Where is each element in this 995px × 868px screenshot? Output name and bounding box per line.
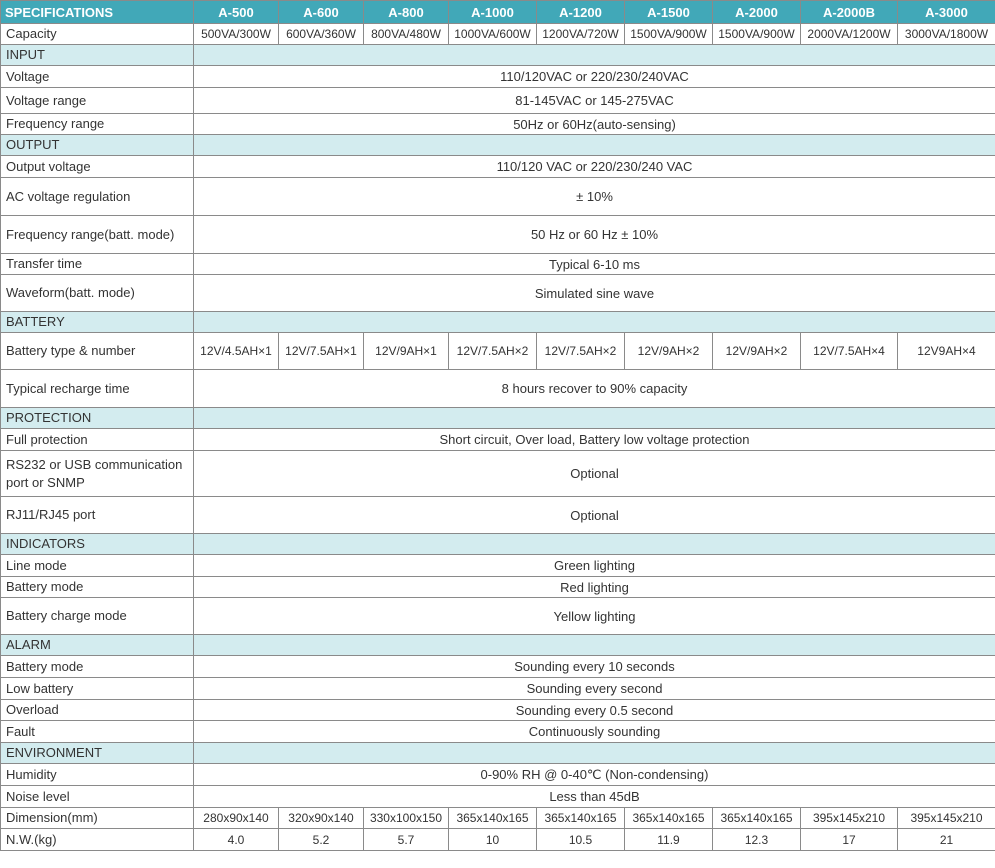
- spec-row: [1, 370, 995, 408]
- section-row: [1, 534, 995, 555]
- spec-row: [1, 829, 995, 851]
- model-header: A-600: [279, 1, 364, 24]
- model-value: 12V/9AH×1: [364, 333, 449, 370]
- section-heading: ENVIRONMENT: [1, 743, 194, 764]
- model-header: A-500: [194, 1, 279, 24]
- header-row: [1, 1, 995, 24]
- model-value: 800VA/480W: [364, 24, 449, 45]
- section-row: [1, 743, 995, 764]
- model-value: 12V/7.5AH×1: [279, 333, 364, 370]
- spec-row: [1, 66, 995, 88]
- model-value: 12.3: [713, 829, 801, 851]
- spec-row: [1, 451, 995, 497]
- section-fill: [194, 408, 995, 429]
- spec-row: [1, 598, 995, 635]
- spec-value: 110/120VAC or 220/230/240VAC: [194, 66, 995, 88]
- spec-value: Sounding every second: [194, 678, 995, 700]
- spec-row: [1, 656, 995, 678]
- spec-label: Capacity: [1, 24, 194, 45]
- section-row: [1, 135, 995, 156]
- spec-value: Optional: [194, 497, 995, 534]
- model-header: A-2000: [713, 1, 801, 24]
- spec-row: [1, 178, 995, 216]
- model-value: 1000VA/600W: [449, 24, 537, 45]
- section-heading: ALARM: [1, 635, 194, 656]
- spec-label: Transfer time: [1, 254, 194, 275]
- spec-label: Voltage range: [1, 88, 194, 114]
- model-value: 600VA/360W: [279, 24, 364, 45]
- section-row: [1, 45, 995, 66]
- section-heading: BATTERY: [1, 312, 194, 333]
- spec-label: Humidity: [1, 764, 194, 786]
- model-value: 12V9AH×4: [898, 333, 995, 370]
- section-heading: INDICATORS: [1, 534, 194, 555]
- section-row: [1, 635, 995, 656]
- spec-label: Line mode: [1, 555, 194, 577]
- model-value: 365x140x165: [713, 808, 801, 829]
- model-value: 10: [449, 829, 537, 851]
- spec-label: Fault: [1, 721, 194, 743]
- spec-row: [1, 114, 995, 135]
- section-fill: [194, 45, 995, 66]
- spec-label: Frequency range: [1, 114, 194, 135]
- spec-label: Output voltage: [1, 156, 194, 178]
- model-value: 395x145x210: [801, 808, 898, 829]
- section-heading: OUTPUT: [1, 135, 194, 156]
- spec-label: Battery mode: [1, 656, 194, 678]
- model-value: 395x145x210: [898, 808, 995, 829]
- model-value: 10.5: [537, 829, 625, 851]
- section-fill: [194, 135, 995, 156]
- section-heading: INPUT: [1, 45, 194, 66]
- model-value: 21: [898, 829, 995, 851]
- model-value: 12V/7.5AH×2: [449, 333, 537, 370]
- spec-row: [1, 577, 995, 598]
- model-value: 500VA/300W: [194, 24, 279, 45]
- specifications-heading: SPECIFICATIONS: [1, 1, 194, 24]
- spec-label: Battery mode: [1, 577, 194, 598]
- model-value: 1200VA/720W: [537, 24, 625, 45]
- model-header: A-1000: [449, 1, 537, 24]
- spec-row: [1, 700, 995, 721]
- spec-label: Overload: [1, 700, 194, 721]
- section-fill: [194, 743, 995, 764]
- spec-value: 81-145VAC or 145-275VAC: [194, 88, 995, 114]
- spec-row: [1, 808, 995, 829]
- spec-label: Frequency range(batt. mode): [1, 216, 194, 254]
- spec-row: [1, 156, 995, 178]
- spec-row: [1, 24, 995, 45]
- model-value: 2000VA/1200W: [801, 24, 898, 45]
- spec-label: Waveform(batt. mode): [1, 275, 194, 312]
- spec-label: Full protection: [1, 429, 194, 451]
- spec-value: 0-90% RH @ 0-40℃ (Non-condensing): [194, 764, 995, 786]
- model-value: 1500VA/900W: [625, 24, 713, 45]
- model-value: 12V/7.5AH×2: [537, 333, 625, 370]
- spec-label: Voltage: [1, 66, 194, 88]
- model-value: 365x140x165: [449, 808, 537, 829]
- spec-row: [1, 333, 995, 370]
- model-header: A-3000: [898, 1, 995, 24]
- spec-label: Battery charge mode: [1, 598, 194, 635]
- spec-value: Sounding every 0.5 second: [194, 700, 995, 721]
- model-value: 330x100x150: [364, 808, 449, 829]
- spec-value: Short circuit, Over load, Battery low voltage protection: [194, 429, 995, 451]
- spec-label: RJ11/RJ45 port: [1, 497, 194, 534]
- spec-label: Battery type & number: [1, 333, 194, 370]
- spec-value: Red lighting: [194, 577, 995, 598]
- model-header: A-800: [364, 1, 449, 24]
- model-value: 1500VA/900W: [713, 24, 801, 45]
- spec-row: [1, 764, 995, 786]
- spec-row: [1, 786, 995, 808]
- section-fill: [194, 534, 995, 555]
- spec-value: 8 hours recover to 90% capacity: [194, 370, 995, 408]
- model-header: A-2000B: [801, 1, 898, 24]
- spec-rows: [1, 24, 995, 851]
- spec-row: [1, 497, 995, 534]
- spec-value: 50 Hz or 60 Hz ± 10%: [194, 216, 995, 254]
- spec-value: Simulated sine wave: [194, 275, 995, 312]
- spec-label: N.W.(kg): [1, 829, 194, 851]
- model-header: A-1200: [537, 1, 625, 24]
- section-fill: [194, 635, 995, 656]
- spec-row: [1, 429, 995, 451]
- model-header: A-1500: [625, 1, 713, 24]
- spec-row: [1, 721, 995, 743]
- model-value: 11.9: [625, 829, 713, 851]
- spec-value: Sounding every 10 seconds: [194, 656, 995, 678]
- spec-row: [1, 88, 995, 114]
- spec-value: ± 10%: [194, 178, 995, 216]
- spec-row: [1, 254, 995, 275]
- spec-value: 110/120 VAC or 220/230/240 VAC: [194, 156, 995, 178]
- spec-label: Low battery: [1, 678, 194, 700]
- spec-row: [1, 216, 995, 254]
- spec-value: Green lighting: [194, 555, 995, 577]
- section-fill: [194, 312, 995, 333]
- model-value: 12V/7.5AH×4: [801, 333, 898, 370]
- spec-row: [1, 275, 995, 312]
- model-value: 365x140x165: [537, 808, 625, 829]
- spec-row: [1, 678, 995, 700]
- spec-label: RS232 or USB communication port or SNMP: [1, 451, 194, 497]
- model-value: 4.0: [194, 829, 279, 851]
- model-value: 5.2: [279, 829, 364, 851]
- model-value: 12V/9AH×2: [713, 333, 801, 370]
- spec-label: Dimension(mm): [1, 808, 194, 829]
- section-heading: PROTECTION: [1, 408, 194, 429]
- model-value: 17: [801, 829, 898, 851]
- spec-value: Yellow lighting: [194, 598, 995, 635]
- model-value: 320x90x140: [279, 808, 364, 829]
- model-value: 3000VA/1800W: [898, 24, 995, 45]
- model-value: 280x90x140: [194, 808, 279, 829]
- spec-value: Continuously sounding: [194, 721, 995, 743]
- model-value: 5.7: [364, 829, 449, 851]
- model-value: 12V/9AH×2: [625, 333, 713, 370]
- spec-value: Typical 6-10 ms: [194, 254, 995, 275]
- section-row: [1, 312, 995, 333]
- spec-value: Optional: [194, 451, 995, 497]
- spec-label: Typical recharge time: [1, 370, 194, 408]
- section-row: [1, 408, 995, 429]
- model-value: 12V/4.5AH×1: [194, 333, 279, 370]
- spec-label: Noise level: [1, 786, 194, 808]
- model-value: 365x140x165: [625, 808, 713, 829]
- spec-row: [1, 555, 995, 577]
- spec-label: AC voltage regulation: [1, 178, 194, 216]
- spec-value: 50Hz or 60Hz(auto-sensing): [194, 114, 995, 135]
- spec-value: Less than 45dB: [194, 786, 995, 808]
